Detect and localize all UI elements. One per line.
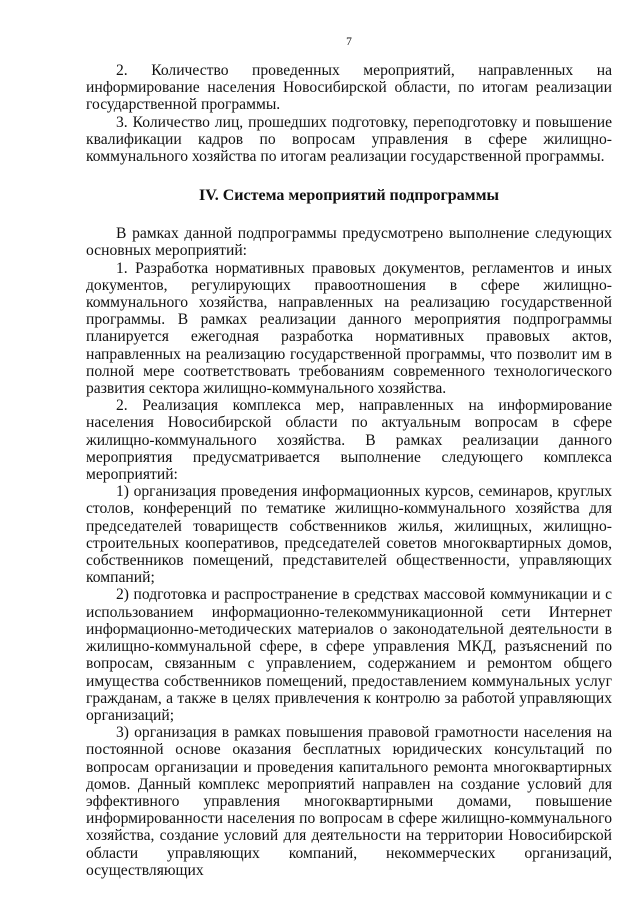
page-number: 7 (346, 36, 352, 48)
paragraph-measure-2: 2. Реализация комплекса мер, направленных на информирование населения Новосибирской области по актуальным вопросам в сфере жилищно-коммунального хозяйства. В рамках реализации данного мероприятия предусматривается выполнение следующего комплекса мероприятий: (86, 397, 612, 484)
document-body (86, 62, 612, 879)
paragraph-intro: В рамках данной подпрограммы предусмотрено выполнение следующих основных мероприятий: (86, 225, 612, 260)
section-title: IV. Система мероприятий подпрограммы (199, 187, 499, 205)
paragraph-subitem-2: 2) подготовка и распространение в средствах массовой коммуникации и с использованием информационно-телекоммуникационной сети Интернет информационно-методических материалов о законодательной деятельности в жилищно-коммунальной сфере, в сфере управления МКД, разъяснений по вопросам, связанным с управлением, содержанием и ремонтом общего имущества собственников помещений, предоставлением коммунальных услуг гражданам, а также в целях привлечения к контролю за работой управляющих организаций; (86, 586, 612, 724)
paragraph-subitem-3: 3) организация в рамках повышения правовой грамотности населения на постоянной основе оказания бесплатных юридических консультаций по вопросам организации и проведения капитального ремонта многоквартирных домов. Данный комплекс мероприятий направлен на создание условий для эффективного управления многоквартирными домами, повышение информированности населения по вопросам в сфере жилищно-коммунального хозяйства, создание условий для деятельности на территории Новосибирской области управляющих компаний, некоммерческих организаций, осуществляющих (86, 724, 612, 879)
paragraph-measure-1: 1. Разработка нормативных правовых документов, регламентов и иных документов, регулирующих правоотношения в сфере жилищно-коммунального хозяйства, направленных на реализацию государственной программы. В рамках реализации данного мероприятия подпрограммы планируется ежегодная разработка нормативных правовых актов, направленных на реализацию государственной программы, что позволит им в полной мере соответствовать требованиям современного технологического развития сектора жилищно-коммунального хозяйства. (86, 259, 612, 398)
paragraph-indicator-2: 2. Количество проведенных мероприятий, направленных на информирование населения Новосибирской области, по итогам реализации государственной программы. (86, 62, 612, 114)
paragraph-indicator-3: 3. Количество лиц, прошедших подготовку, переподготовку и повышение квалификации кадров по вопросам управления в сфере жилищно-коммунального хозяйства по итогам реализации государственной программы. (86, 113, 612, 166)
paragraph-subitem-1: 1) организация проведения информационных курсов, семинаров, круглых столов, конференций по тематике жилищно-коммунального хозяйства для председателей товариществ собственников жилья, жилищных, жилищно-строительных кооперативов, председателей советов многоквартирных домов, собственников помещений, представителей общественности, управляющих компаний; (86, 483, 612, 587)
